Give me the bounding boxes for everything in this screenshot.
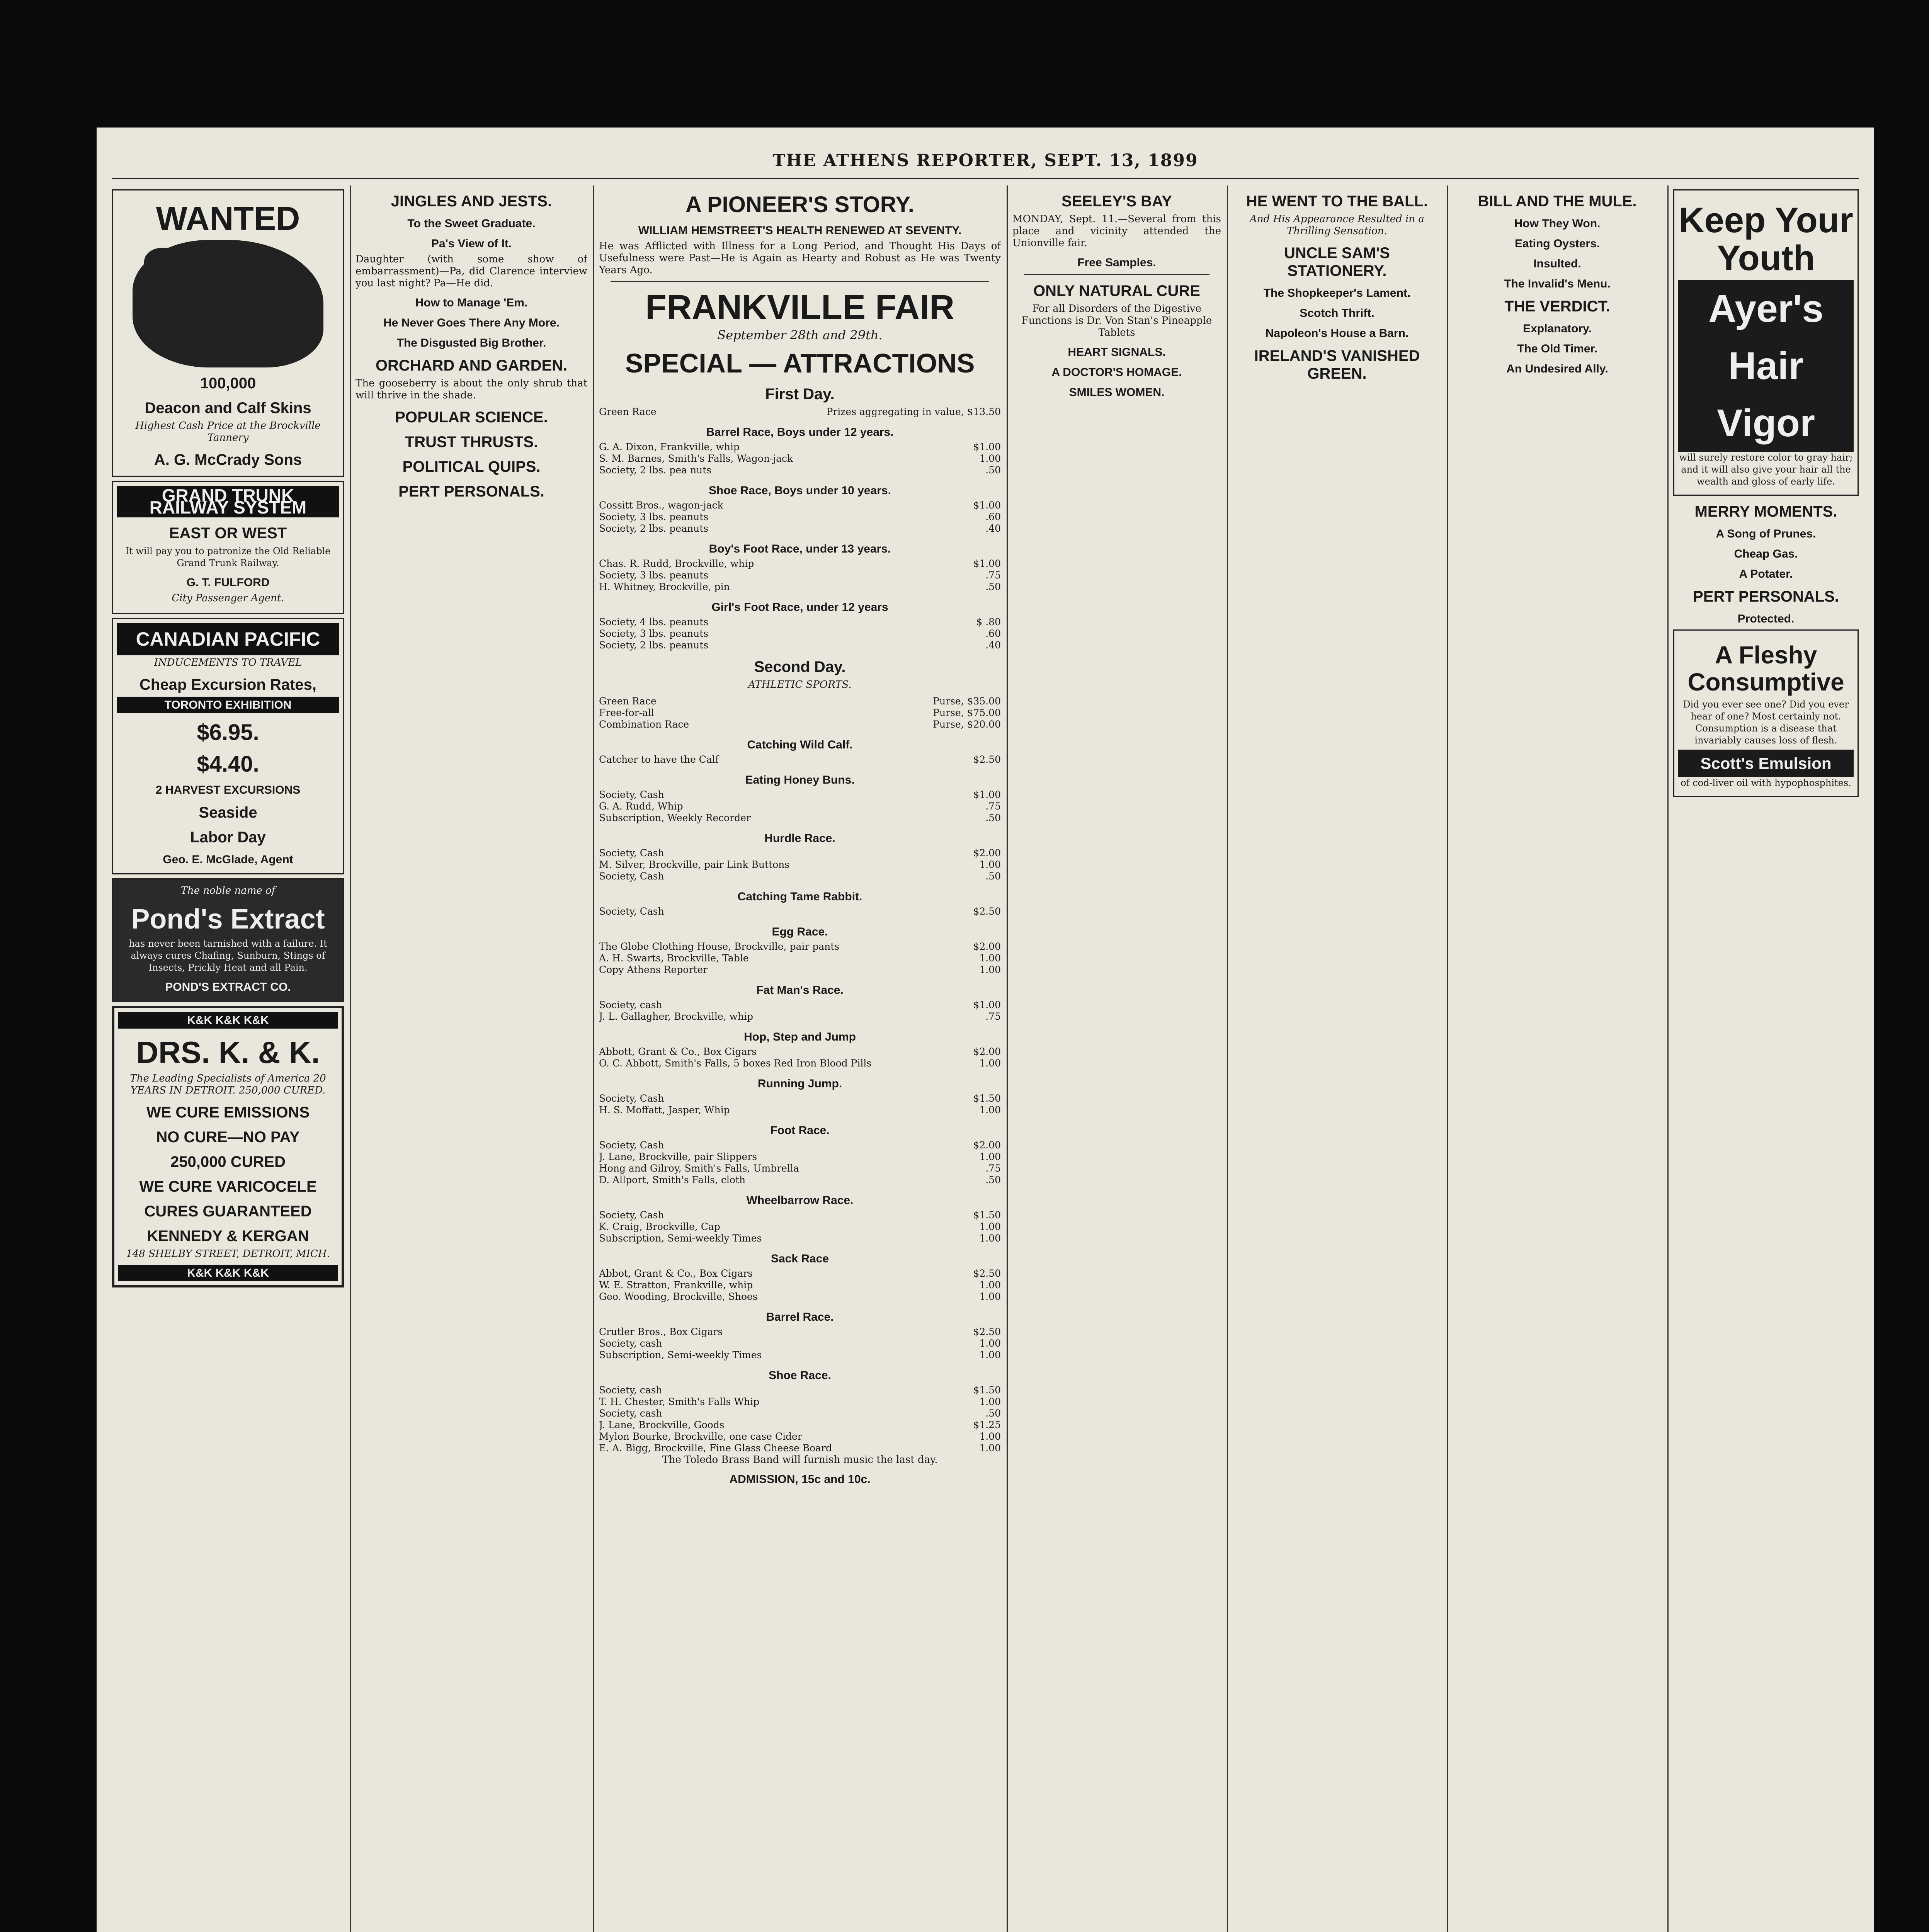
fair-prize-label: S. M. Barnes, Smith's Falls, Wagon-jack — [599, 453, 793, 464]
fair-prize-label: Society, 4 lbs. peanuts — [599, 616, 709, 628]
fair-prize-value: $1.50 — [973, 1384, 1001, 1396]
fair-prize-label: H. S. Moffatt, Jasper, Whip — [599, 1104, 730, 1116]
heading-orchard: ORCHARD AND GARDEN. — [375, 357, 568, 374]
kk-border-top: K&K K&K K&K — [118, 1012, 338, 1029]
heading-old-timer: The Old Timer. — [1517, 342, 1597, 355]
paragraph-orchard: The gooseberry is about the only shrub that will thrive in the shade. — [356, 378, 587, 401]
fair-prize-row — [599, 1291, 1001, 1303]
fair-prize-row — [599, 1174, 1001, 1186]
fair-prize-row — [599, 1268, 1001, 1279]
fair-prize-label: Subscription, Semi-weekly Times — [599, 1349, 762, 1361]
fair-prize-label: E. A. Bigg, Brockville, Fine Glass Cheese Board — [599, 1442, 832, 1454]
heading-trust: TRUST THRUSTS. — [405, 434, 538, 451]
fair-prize-row — [599, 696, 1001, 707]
heading-thrift: Scotch Thrift. — [1300, 307, 1374, 320]
fair-prize-label: H. Whitney, Brockville, pin — [599, 581, 730, 592]
heading-jingles: JINGLES AND JESTS. — [391, 193, 552, 210]
wanted-price-note: Highest Cash Price at the Brockville Tannery — [135, 420, 321, 444]
fair-prize-label: J. Lane, Brockville, Goods — [599, 1419, 725, 1430]
fair-prize-value: .75 — [985, 801, 1001, 812]
fair-prize-row — [599, 964, 1001, 976]
fair-prize-value: $1.50 — [973, 1093, 1001, 1104]
fair-prize-label: M. Silver, Brockville, pair Link Buttons — [599, 859, 790, 870]
fair-prize-label: Crutler Bros., Box Cigars — [599, 1326, 723, 1337]
fair-event-title: Girl's Foot Race, under 12 years — [711, 601, 888, 614]
fair-prize-row — [599, 1419, 1001, 1431]
fair-prize-label: Green Race — [599, 696, 657, 707]
fair-prize-label: Society, 3 lbs. peanuts — [599, 570, 709, 581]
fair-prize-row — [599, 639, 1001, 651]
heading-insulted: Insulted. — [1533, 257, 1581, 270]
kk-ad — [112, 1006, 344, 1287]
fair-prize-value: 1.00 — [979, 1291, 1001, 1302]
fair-prize-row — [599, 1011, 1001, 1022]
fair-prize-label: Hong and Gilroy, Smith's Falls, Umbrella — [599, 1163, 799, 1174]
heading-verdict: THE VERDICT. — [1504, 298, 1610, 315]
column-ads-right — [1673, 185, 1859, 1932]
cp-agent: Geo. E. McGlade, Agent — [163, 853, 293, 866]
fair-prize-value: 1.00 — [979, 952, 1001, 964]
vigor-text: will surely restore color to gray hair; and it will also give your hair all the wealth and gloss of early life. — [1679, 452, 1853, 487]
fair-prize-label: Abbot, Grant & Co., Box Cigars — [599, 1268, 753, 1279]
fair-prize-row — [599, 1431, 1001, 1442]
fair-prize-row — [599, 1139, 1001, 1151]
fair-prize-label: Society, Cash — [599, 1139, 664, 1151]
fair-prize-label: Copy Athens Reporter — [599, 964, 708, 975]
fair-prize-label: Society, cash — [599, 1384, 662, 1396]
fair-prize-value: .50 — [985, 1174, 1001, 1185]
fair-prize-value: 1.00 — [979, 1431, 1001, 1442]
fair-prize-row — [599, 812, 1001, 824]
fair-prize-label: Society, Cash — [599, 847, 664, 859]
kk-varicocele: WE CURE VARICOCELE — [139, 1178, 317, 1195]
fair-prize-value: .50 — [985, 464, 1001, 476]
events-first-day — [599, 406, 1001, 651]
heading-potater: A Potater. — [1739, 568, 1793, 580]
heading-napoleon: Napoleon's House a Barn. — [1265, 327, 1409, 340]
heading-ball: HE WENT TO THE BALL. — [1246, 193, 1428, 210]
fair-prize-value: $2.50 — [973, 754, 1001, 765]
fair-prize-value: Purse, $75.00 — [933, 707, 1001, 718]
fair-prize-value: 1.00 — [979, 1279, 1001, 1291]
fair-prize-row — [599, 801, 1001, 812]
fair-prize-row — [599, 453, 1001, 464]
heading-ally: An Undesired Ally. — [1506, 362, 1608, 375]
fair-prize-row — [599, 1209, 1001, 1221]
column-seeleys-bay — [1012, 185, 1221, 1932]
cp-labor-day: Labor Day — [190, 829, 266, 846]
athletic-sports: ATHLETIC SPORTS. — [748, 679, 852, 690]
fair-prize-label: G. A. Dixon, Frankville, whip — [599, 441, 740, 452]
fair-prize-label: T. H. Chester, Smith's Falls Whip — [599, 1396, 760, 1407]
kk-title: DRS. K. & K. — [136, 1035, 320, 1070]
fair-prize-value: $2.50 — [973, 906, 1001, 917]
fair-event-title: Barrel Race. — [766, 1311, 834, 1323]
fair-prize-value: $2.50 — [973, 1326, 1001, 1337]
fair-prize-value: .75 — [985, 570, 1001, 581]
paragraph-pioneer: He was Afflicted with Illness for a Long Period, and Thought His Days of Usefulness were Past—He is Again as Hearty and Robust as He was Twenty Years Ago. — [599, 240, 1001, 276]
fair-prize-row — [599, 628, 1001, 639]
fair-prize-row — [599, 581, 1001, 593]
fair-prize-value: 1.00 — [979, 1221, 1001, 1232]
scotts-text: of cod-liver oil with hypophosphites. — [1681, 777, 1851, 788]
fair-prize-value: .40 — [985, 639, 1001, 651]
fair-prize-label: K. Craig, Brockville, Cap — [599, 1221, 720, 1232]
fair-prize-row — [599, 1058, 1001, 1069]
fair-prize-value: $2.50 — [973, 1268, 1001, 1279]
fair-event-title: Wheelbarrow Race. — [746, 1194, 854, 1207]
fair-prize-value: .50 — [985, 1408, 1001, 1419]
wanted-skins: Deacon and Calf Skins — [145, 400, 311, 417]
events-second-day — [599, 696, 1001, 1454]
fair-prize-row — [599, 1221, 1001, 1233]
fair-prize-row — [599, 1104, 1001, 1116]
fair-prize-row — [599, 1279, 1001, 1291]
column-divider — [1007, 185, 1008, 1932]
column-jingles — [356, 185, 587, 1932]
heading-pert: PERT PERSONALS. — [398, 483, 544, 500]
heading-mule: BILL AND THE MULE. — [1478, 193, 1637, 210]
fair-prize-label: Society, cash — [599, 1338, 662, 1349]
fair-prize-value: 1.00 — [979, 1396, 1001, 1407]
fair-prize-label: Cossitt Bros., wagon-jack — [599, 500, 723, 511]
fair-prize-row — [599, 1233, 1001, 1244]
heading-invalid: The Invalid's Menu. — [1504, 277, 1611, 290]
heading-natural-cure: ONLY NATURAL CURE — [1033, 282, 1200, 299]
heading-protected: Protected. — [1737, 612, 1795, 625]
column-ball — [1233, 185, 1441, 1932]
fair-prize-label: D. Allport, Smith's Falls, cloth — [599, 1174, 746, 1185]
fair-prize-value: 1.00 — [979, 1104, 1001, 1116]
fair-prize-value: .50 — [985, 812, 1001, 823]
fair-prize-value: .60 — [985, 628, 1001, 639]
fair-prize-label: Society, 2 lbs. peanuts — [599, 639, 709, 651]
heading-shopkeeper: The Shopkeeper's Lament. — [1263, 287, 1411, 299]
wanted-ad — [112, 189, 344, 477]
vigor-title: Vigor — [1678, 395, 1854, 452]
column-mule — [1453, 185, 1662, 1932]
heading-never: He Never Goes There Any More. — [383, 316, 560, 329]
fair-prize-label: Subscription, Weekly Recorder — [599, 812, 751, 823]
heading-smiles: SMILES WOMEN. — [1069, 386, 1165, 399]
grand-trunk-ad: GRAND TRUNK RAILWAY SYSTEM EAST OR WEST It will pay you to patronize the Old Reliable Grand Trunk Railway. G. T. FULFORD City Passenger Agent. — [112, 481, 344, 614]
cp-seaside: Seaside — [199, 804, 257, 821]
fair-prize-row — [599, 1396, 1001, 1408]
kk-cured: 250,000 CURED — [170, 1153, 286, 1170]
fair-prize-value: $1.00 — [973, 999, 1001, 1010]
separator — [1024, 274, 1209, 275]
scotts-title: Scott's Emulsion — [1678, 750, 1854, 777]
fair-event-title: Running Jump. — [757, 1077, 842, 1090]
heading-second-day: Second Day. — [754, 658, 846, 675]
railway-direction: EAST OR WEST — [169, 525, 287, 542]
heading-samples: Free Samples. — [1077, 256, 1156, 269]
fair-prize-value: Purse, $35.00 — [933, 696, 1001, 707]
ponds-title: Pond's Extract — [131, 904, 325, 935]
fair-prize-value: .40 — [985, 523, 1001, 534]
fair-prize-row — [599, 859, 1001, 871]
column-ads-left — [112, 185, 344, 1932]
heading-special-attractions: SPECIAL — ATTRACTIONS — [625, 348, 975, 378]
cp-fare-1: $6.95. — [197, 720, 259, 745]
column-divider — [1447, 185, 1448, 1932]
fair-prize-row — [599, 1151, 1001, 1163]
fleshy-title: A Fleshy Consumptive — [1687, 641, 1844, 696]
fair-prize-row — [599, 952, 1001, 964]
fair-prize-row — [599, 1046, 1001, 1058]
heading-stationery: UNCLE SAM'S STATIONERY. — [1284, 245, 1390, 279]
cp-harvest: 2 HARVEST EXCURSIONS — [155, 784, 301, 796]
column-divider — [1667, 185, 1669, 1932]
fair-prize-label: Society, Cash — [599, 871, 664, 882]
ayers-title: Ayer's — [1678, 280, 1854, 337]
heading-pioneer-sub: WILLIAM HEMSTREET'S HEALTH RENEWED AT SEVENTY. — [638, 224, 962, 237]
heading-they-won: How They Won. — [1514, 217, 1601, 230]
fair-prize-label: Chas. R. Rudd, Brockville, whip — [599, 558, 754, 569]
fair-prize-label: Geo. Wooding, Brockville, Shoes — [599, 1291, 758, 1302]
fair-event-title: Shoe Race. — [769, 1369, 831, 1382]
fair-prize-value: 1.00 — [979, 1338, 1001, 1349]
fair-prize-row — [599, 847, 1001, 859]
fair-prize-label: Society, 2 lbs. peanuts — [599, 523, 709, 534]
fair-prize-label: Society, cash — [599, 1408, 662, 1419]
fair-event-title: Egg Race. — [772, 925, 828, 938]
heading-brother: The Disgusted Big Brother. — [396, 337, 546, 349]
fair-dates: September 28th and 29th. — [717, 328, 883, 342]
ayers-hair-vigor-ad — [1673, 189, 1859, 496]
fair-prize-row — [599, 789, 1001, 801]
separator — [611, 281, 989, 282]
kk-name: KENNEDY & KERGAN — [147, 1228, 309, 1245]
fair-prize-row — [599, 719, 1001, 730]
fair-prize-label: Society, Cash — [599, 1209, 664, 1221]
fair-event-title: Fat Man's Race. — [756, 984, 844, 997]
fair-prize-row — [599, 999, 1001, 1011]
railway-name: GRAND TRUNK RAILWAY SYSTEM — [117, 486, 339, 517]
railway-agent-title: City Passenger Agent. — [172, 592, 284, 604]
fair-prize-value: 1.00 — [979, 1442, 1001, 1454]
heading-heart-signals: HEART SIGNALS. — [1068, 346, 1166, 359]
fair-prize-value: $1.00 — [973, 789, 1001, 800]
fair-prize-row — [599, 500, 1001, 511]
masthead: THE ATHENS REPORTER, SEPT. 13, 1899 — [772, 151, 1198, 170]
cp-fare-2: $4.40. — [197, 752, 259, 777]
cp-title: CANADIAN PACIFIC — [117, 623, 339, 655]
ponds-top: The noble name of — [180, 885, 276, 896]
fleshy-text: Did you ever see one? Did you ever hear of one? Most certainly not. Consumption is a disease that invariably causes loss of flesh. — [1683, 699, 1849, 746]
fair-prize-row — [599, 906, 1001, 917]
fair-prize-value: 1.00 — [979, 1151, 1001, 1162]
column-fair — [599, 185, 1001, 1932]
fair-event-title: Catching Wild Calf. — [747, 738, 853, 751]
fair-admission: ADMISSION, 15c and 10c. — [729, 1473, 871, 1486]
cp-cheap-rates: Cheap Excursion Rates, — [139, 676, 316, 693]
fair-prize-label: W. E. Stratton, Frankville, whip — [599, 1279, 753, 1291]
kk-guaranteed: CURES GUARANTEED — [144, 1203, 312, 1220]
fair-prize-value: $1.00 — [973, 441, 1001, 452]
newspaper-page — [97, 128, 1874, 1932]
wanted-heading: WANTED — [156, 200, 300, 237]
fair-prize-value: $1.00 — [973, 500, 1001, 511]
fair-prize-row — [599, 558, 1001, 570]
heading-pioneer: A PIONEER'S STORY. — [686, 192, 914, 217]
heading-frankville-fair: FRANKVILLE FAIR — [645, 288, 954, 327]
fair-prize-value: Purse, $20.00 — [933, 719, 1001, 730]
fair-prize-row — [599, 441, 1001, 453]
fair-prize-row — [599, 1326, 1001, 1338]
fair-prize-label: Society, 2 lbs. pea nuts — [599, 464, 712, 476]
fair-prize-row — [599, 511, 1001, 523]
heading-manage: How to Manage 'Em. — [415, 296, 528, 309]
heading-cheap-gas: Cheap Gas. — [1734, 548, 1798, 560]
heading-oysters: Eating Oysters. — [1514, 237, 1600, 250]
ponds-maker: POND'S EXTRACT CO. — [165, 981, 291, 993]
fair-prize-value: 1.00 — [979, 1349, 1001, 1361]
kk-border-bottom: K&K K&K K&K — [118, 1265, 338, 1281]
heading-ireland: IRELAND'S VANISHED GREEN. — [1254, 347, 1420, 382]
fair-prize-label: Society, Cash — [599, 906, 664, 917]
keep-your-youth: Keep Your Youth — [1679, 201, 1853, 278]
fair-event-title: Barrel Race, Boys under 12 years. — [706, 426, 894, 439]
paragraph-view: Daughter (with some show of embarrassment)—Pa, did Clarence interview you last night? Pa—He did. — [356, 253, 587, 289]
fair-prize-value: $1.00 — [973, 558, 1001, 569]
heading-ball-sub: And His Appearance Resulted in a Thrilling Sensation. — [1250, 213, 1424, 237]
fair-prize-value: 1.00 — [979, 1058, 1001, 1069]
heading-quips: POLITICAL QUIPS. — [402, 458, 541, 475]
wanted-count: 100,000 — [200, 375, 256, 392]
masthead-rule — [112, 178, 1859, 179]
fair-prize-value: .60 — [985, 511, 1001, 522]
fair-prize-value: $1.50 — [973, 1209, 1001, 1221]
fair-prize-row — [599, 1349, 1001, 1361]
column-divider — [593, 185, 594, 1932]
hair-title: Hair — [1678, 337, 1854, 395]
ponds-extract-ad — [112, 878, 344, 1002]
heading-seeleys-bay: SEELEY'S BAY — [1061, 193, 1172, 210]
fair-prize-row — [599, 1408, 1001, 1419]
heading-science: POPULAR SCIENCE. — [395, 409, 548, 426]
fair-prize-row — [599, 1384, 1001, 1396]
fair-prize-label: Subscription, Semi-weekly Times — [599, 1233, 762, 1244]
fair-event-title: Shoe Race, Boys under 10 years. — [709, 484, 891, 497]
fair-prize-row — [599, 464, 1001, 476]
scotts-emulsion-ad — [1673, 629, 1859, 797]
fair-prize-row — [599, 754, 1001, 765]
fair-prize-label: Abbott, Grant & Co., Box Cigars — [599, 1046, 757, 1057]
railway-agent: G. T. FULFORD — [186, 576, 270, 589]
fair-prize-label: Combination Race — [599, 719, 689, 730]
heading-merry: MERRY MOMENTS. — [1694, 503, 1837, 520]
fair-prize-value: 1.00 — [979, 859, 1001, 870]
fair-event-title: Hop, Step and Jump — [743, 1031, 856, 1043]
fair-event-title: Hurdle Race. — [764, 832, 835, 845]
fair-event-title: Sack Race — [771, 1252, 829, 1265]
kk-sub: The Leading Specialists of America 20 YEARS IN DETROIT. 250,000 CURED. — [130, 1073, 326, 1096]
fair-prize-label: Society, cash — [599, 999, 662, 1010]
heading-doctor: A DOCTOR'S HOMAGE. — [1051, 366, 1182, 379]
fair-prize-label: J. Lane, Brockville, pair Slippers — [599, 1151, 757, 1162]
fair-prize-row — [599, 1093, 1001, 1104]
fair-prize-value: $2.00 — [973, 847, 1001, 859]
fair-prize-label: Mylon Bourke, Brockville, one case Cider — [599, 1431, 802, 1442]
fair-prize-row — [599, 707, 1001, 719]
fair-prize-label: G. A. Rudd, Whip — [599, 801, 683, 812]
fair-event-title: Catching Tame Rabbit. — [737, 890, 862, 903]
fair-prize-value: 1.00 — [979, 1233, 1001, 1244]
fair-prize-label: Society, Cash — [599, 789, 664, 800]
fair-prize-value: $2.00 — [973, 941, 1001, 952]
fair-prize-value: Prizes aggregating in value, $13.50 — [826, 406, 1001, 417]
fair-prize-row — [599, 406, 1001, 418]
fair-prize-value: 1.00 — [979, 964, 1001, 975]
fair-prize-value: .75 — [985, 1011, 1001, 1022]
heading-first-day: First Day. — [765, 386, 835, 403]
fair-prize-value: $2.00 — [973, 1046, 1001, 1057]
ponds-description: has never been tarnished with a failure. It always cures Chafing, Sunburn, Stings of Insects, Prickly Heat and all Pain. — [129, 938, 327, 973]
fair-prize-value: .50 — [985, 871, 1001, 882]
fair-prize-row — [599, 523, 1001, 534]
canadian-pacific-ad — [112, 618, 344, 874]
fair-prize-label: The Globe Clothing House, Brockville, pair pants — [599, 941, 840, 952]
fair-event-title: Foot Race. — [770, 1124, 830, 1137]
heading-prunes: A Song of Prunes. — [1716, 527, 1816, 540]
fair-prize-value: $2.00 — [973, 1139, 1001, 1151]
fair-prize-row — [599, 871, 1001, 882]
heading-explanatory: Explanatory. — [1523, 322, 1592, 335]
fair-prize-row — [599, 941, 1001, 952]
fair-prize-label: Green Race — [599, 406, 657, 417]
column-divider — [1227, 185, 1228, 1932]
fair-event-title: Boy's Foot Race, under 13 years. — [709, 543, 891, 555]
fair-prize-value: 1.00 — [979, 453, 1001, 464]
cp-sub: INDUCEMENTS TO TRAVEL — [154, 657, 302, 668]
fair-prize-label: O. C. Abbott, Smith's Falls, 5 boxes Red Iron Blood Pills — [599, 1058, 872, 1069]
fair-prize-label: A. H. Swarts, Brockville, Table — [599, 952, 749, 964]
cow-illustration-icon — [133, 240, 323, 367]
fair-band: The Toledo Brass Band will furnish music the last day. — [662, 1454, 938, 1466]
fair-prize-label: Society, 3 lbs. peanuts — [599, 628, 709, 639]
fair-prize-label: Society, Cash — [599, 1093, 664, 1104]
fair-prize-row — [599, 1442, 1001, 1454]
column-divider — [350, 185, 351, 1932]
fair-prize-label: Catcher to have the Calf — [599, 754, 719, 765]
kk-address: 148 SHELBY STREET, DETROIT, MICH. — [126, 1248, 330, 1260]
fair-prize-value: .75 — [985, 1163, 1001, 1174]
natural-cure-sub: For all Disorders of the Digestive Functions is Dr. Von Stan's Pineapple Tablets — [1021, 303, 1212, 338]
fair-prize-row — [599, 1163, 1001, 1174]
fair-prize-label: Free-for-all — [599, 707, 654, 718]
cp-toronto: TORONTO EXHIBITION — [117, 697, 339, 713]
fair-prize-row — [599, 570, 1001, 581]
paragraph-seeleys: MONDAY, Sept. 11.—Several from this place and vicinity attended the Unionville fair. — [1012, 213, 1221, 249]
fair-prize-value: .50 — [985, 581, 1001, 592]
kk-nocure: NO CURE—NO PAY — [156, 1129, 300, 1146]
fair-prize-label: J. L. Gallagher, Brockville, whip — [599, 1011, 754, 1022]
tannery-name: A. G. McCrady Sons — [154, 451, 302, 468]
fair-prize-row — [599, 1338, 1001, 1349]
heading-view: Pa's View of It. — [431, 237, 512, 250]
fair-prize-row — [599, 616, 1001, 628]
heading-graduate: To the Sweet Graduate. — [407, 217, 536, 230]
kk-emissions: WE CURE EMISSIONS — [146, 1104, 310, 1121]
fair-event-title: Eating Honey Buns. — [745, 774, 855, 786]
heading-pert-right: PERT PERSONALS. — [1693, 588, 1839, 605]
fair-prize-value: $ .80 — [976, 616, 1001, 628]
fair-prize-label: Society, 3 lbs. peanuts — [599, 511, 709, 522]
fair-prize-value: $1.25 — [973, 1419, 1001, 1430]
